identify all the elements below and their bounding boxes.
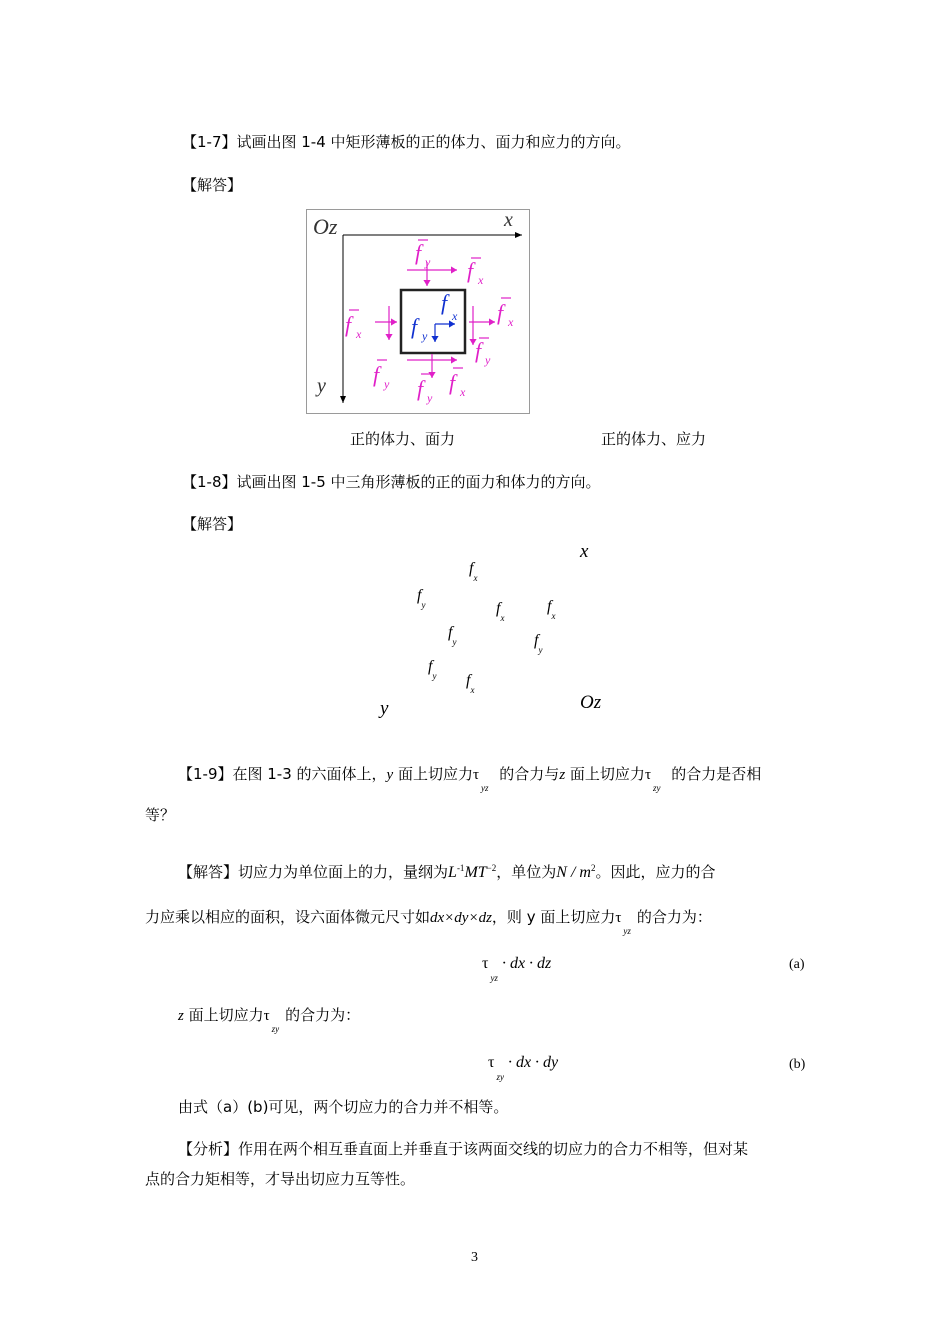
tri-fx-1: $f_x$: [469, 560, 478, 583]
svg-text:y: y: [427, 391, 433, 405]
fx-bottom-right-label: f: [449, 370, 456, 395]
svg-text:x: x: [356, 327, 362, 341]
tri-fy-1: $f_y$: [417, 587, 426, 610]
equation-a-label: (a): [789, 957, 805, 972]
answer-label-1-8: 【解答】: [182, 515, 243, 533]
body-fx-label: f: [441, 290, 448, 315]
equation-a: $\tau_{yz}\cdot$ dx · dz: [482, 955, 552, 983]
svg-text:y: y: [485, 353, 491, 367]
rect-plate-figure: [306, 209, 530, 414]
problem-tag: 【1-7】: [182, 133, 237, 151]
svg-text:x: x: [508, 315, 514, 329]
answer-label: 【解答】: [182, 176, 243, 194]
tri-fx-2: $f_x$: [496, 600, 505, 623]
analysis-line2: 点的合力矩相等，才导出切应力互等性。: [145, 1170, 416, 1188]
fy-right-label: f: [475, 338, 482, 363]
origin-label: Oz: [313, 214, 338, 239]
problem-1-9-question: 【1-9】在图 1-3 的六面体上，y 面上切应力$\tau_{yz}$ 的合力与z 面上切应力$\tau_{zy}$ 的合力是否相: [178, 765, 762, 793]
rect-plate-diagram: [307, 210, 529, 413]
svg-text:y: y: [425, 255, 431, 269]
x-axis-label: x: [504, 210, 513, 231]
tri-fy-2: $f_y$: [448, 624, 457, 647]
svg-text:y: y: [422, 329, 428, 343]
svg-text:x: x: [452, 309, 458, 323]
tri-fy-4: $f_y$: [428, 658, 437, 681]
fx-left-label: f: [345, 312, 352, 337]
page-number: 3: [471, 1250, 478, 1265]
question-text: 试画出图 1-4 中矩形薄板的正的体力、面力和应力的方向。: [236, 133, 631, 151]
y-axis-label: y: [317, 375, 326, 397]
equation-b: $\tau_{zy}\cdot$ dx · dy: [488, 1054, 559, 1082]
conclusion-text: 由式（a）(b)可见，两个切应力的合力并不相等。: [178, 1098, 509, 1116]
analysis-line1: 【分析】作用在两个相互垂直面上并垂直于该两面交线的切应力的合力不相等，但对某: [178, 1140, 749, 1158]
tri-fy-3: $f_y$: [534, 632, 543, 655]
svg-text:x: x: [478, 273, 484, 287]
tri-x-axis-label: x: [580, 541, 589, 562]
problem-1-8-question: 【1-8】试画出图 1-5 中三角形薄板的正的面力和体力的方向。: [182, 473, 601, 491]
problem-1-7-question: [182, 132, 631, 152]
tri-fx-3: $f_x$: [547, 598, 556, 621]
fx-top-right-label: f: [467, 258, 474, 283]
fy-top-label: f: [415, 240, 422, 265]
tri-y-axis-label: y: [380, 698, 389, 719]
fx-right-label: f: [497, 300, 504, 325]
body-fy-label: f: [411, 314, 418, 339]
caption-left: 正的体力、面力: [350, 430, 456, 448]
svg-text:x: x: [460, 385, 466, 399]
tri-origin-label: Oz: [580, 692, 602, 713]
fy-bottom-left-label: f: [373, 362, 380, 387]
equation-b-label: (b): [789, 1057, 806, 1072]
problem-1-9-answer-line1: 【解答】切应力为单位面上的力，量纲为$L^{-1}MT^{-2}$，单位为N / $m^2$。因此，应力的合: [178, 863, 716, 881]
z-face-text: z 面上切应力$\tau_{zy}$的合力为：: [178, 1006, 361, 1034]
caption-right: 正的体力、应力: [601, 430, 707, 448]
problem-1-9-answer-line2: 力应乘以相应的面积，设六面体微元尺寸如dx×dy×dz，则 y 面上切应力$\tau_{yz}$的合力为：: [145, 908, 712, 936]
problem-1-9-question-line2: 等？: [145, 806, 176, 824]
tri-fx-4: $f_x$: [466, 672, 475, 695]
svg-text:y: y: [384, 377, 390, 391]
fy-bottom-label: f: [417, 376, 424, 401]
